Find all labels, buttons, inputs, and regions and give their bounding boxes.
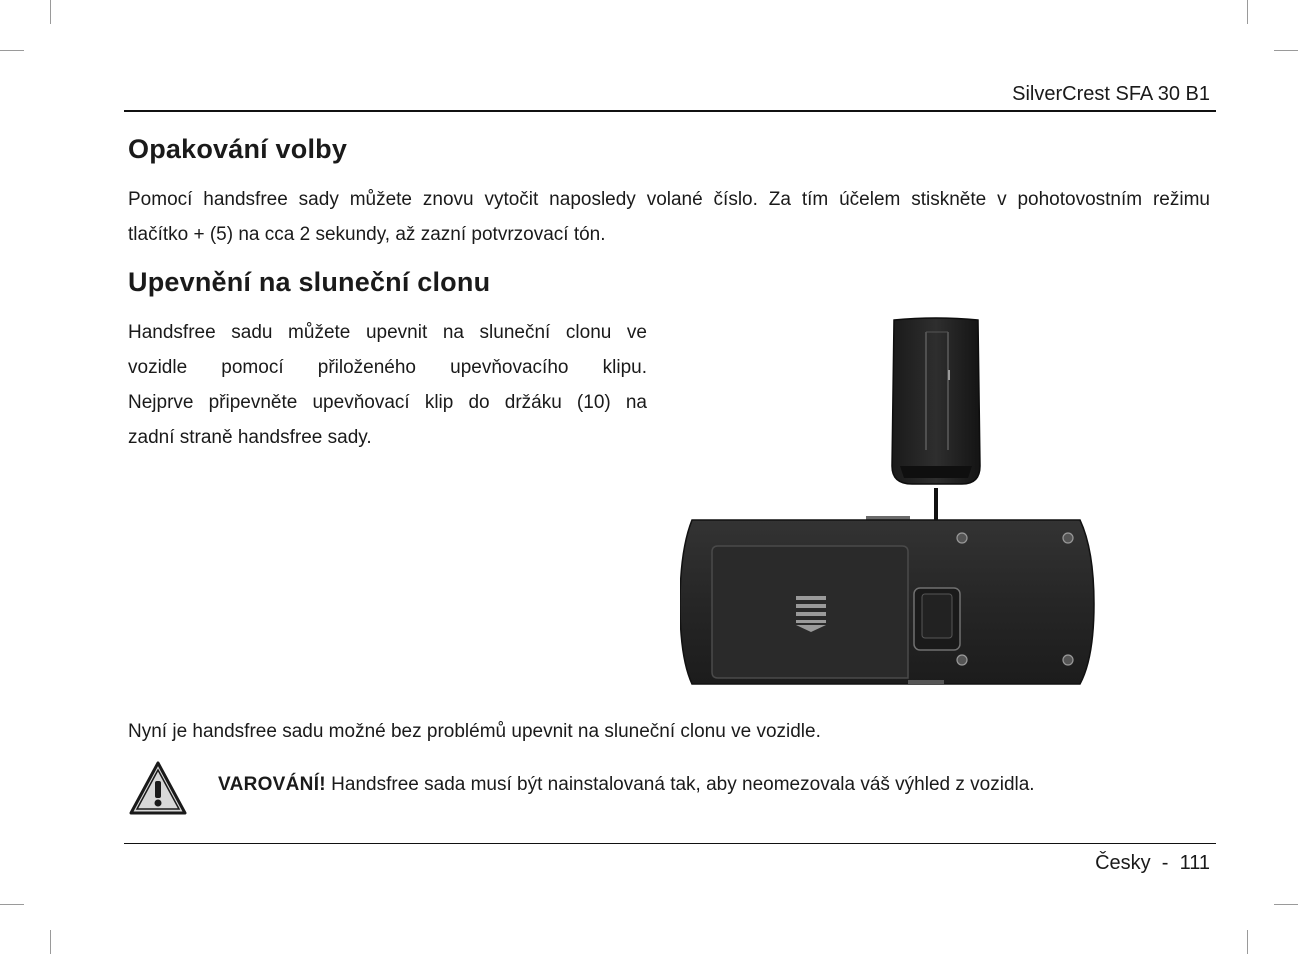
section-heading-redial: Opakování volby [128, 134, 348, 164]
warning-text [218, 774, 1035, 796]
handsfree-device-back [680, 516, 1094, 684]
footer-language: Česky [1095, 852, 1151, 874]
paragraph-line: tlačítko + (5) na cca 2 sekundy, až zazní potvrzovací tón. [128, 224, 606, 245]
footer-separator: - [1161, 852, 1169, 874]
paragraph-line: Pomocí handsfree sady můžete znovu vytočit naposledy volané číslo. Za tím účelem stiskněte v pohotovostním režimu [128, 189, 1210, 210]
footer-rule [124, 843, 1216, 844]
header-product-name: SilverCrest SFA 30 B1 [1012, 83, 1210, 105]
crop-mark [50, 0, 51, 24]
crop-mark [1247, 930, 1248, 954]
page-number: 111 [1179, 852, 1210, 874]
after-figure-paragraph: Nyní je handsfree sadu možné bez problémů upevnit na sluneční clonu ve vozidle. [128, 721, 821, 742]
paragraph-line: zadní straně handsfree sady. [128, 427, 372, 448]
paragraph-line: vozidle pomocí přiloženého upevňovacího klipu. [128, 357, 647, 378]
crop-mark [1274, 50, 1298, 51]
warning-label: VAROVÁNÍ! [218, 774, 326, 795]
section-redial-paragraph [128, 182, 1210, 252]
footer [1095, 852, 1210, 875]
paragraph-line: Handsfree sadu můžete upevnit na sluneční clonu ve [128, 322, 647, 343]
crop-mark [50, 930, 51, 954]
crop-mark [0, 904, 24, 905]
section-sunvisor-paragraph [128, 315, 647, 455]
header-rule [124, 110, 1216, 112]
paragraph-line: Nejprve připevněte upevňovací klip do držáku (10) na [128, 392, 647, 413]
warning-message: Handsfree sada musí být nainstalovaná tak, aby neomezovala váš výhled z vozidla. [325, 774, 1035, 795]
mounting-clip [892, 318, 980, 484]
crop-mark [1247, 0, 1248, 24]
crop-mark [1274, 904, 1298, 905]
warning-box [128, 760, 1218, 820]
section-heading-sunvisor: Upevnění na sluneční clonu [128, 267, 491, 297]
clip-holder [914, 588, 960, 650]
crop-mark [0, 50, 24, 51]
clip-mounting-illustration [680, 316, 1098, 688]
warning-triangle-icon [128, 760, 188, 816]
